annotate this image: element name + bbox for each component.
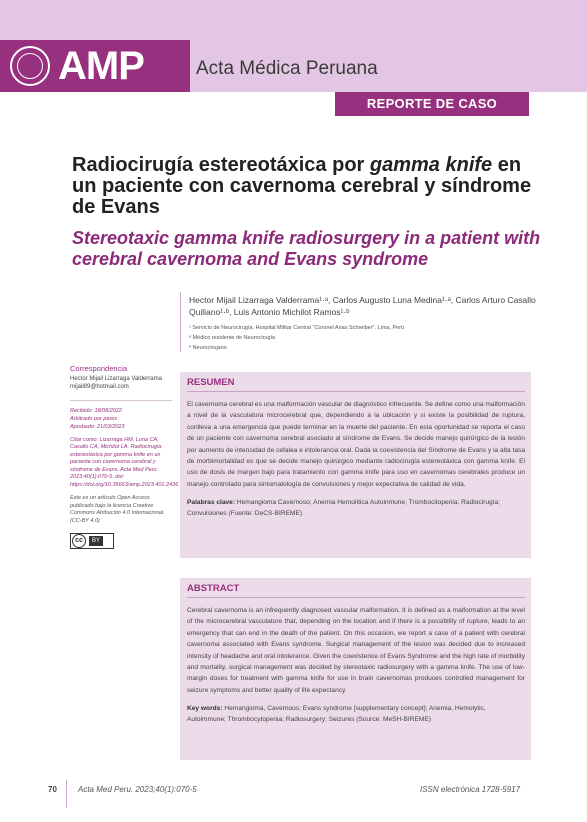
- abstract-divider: [187, 597, 525, 598]
- footer-issn: ISSN electrónica 1728-5917: [420, 785, 521, 794]
- resumen-text: El cavernoma cerebral es una malformación vascular de diagnóstico infrecuente. Se define como una malformación a nivel de la vasculatura microcerebral que, dependiendo a la ubicación y si existe la posibilidad de ruptura, conlleva a una emergencia que puede terminar en la muerte del paciente. En esta oportunidad se reporta el caso de un paciente con cavernoma cerebral asociado al síndrome de Evans. Se decide manejo quirúrgico de la lesión por aumento de intensidad de cefalea e intolerancia oral. Dada la coexistencia del Síndrome de Evans y la alta tasa de morbimortalidad es que se decide manejo quirúrgico mediante radiocirugía estereotáxica con gamma knife. El uso de dosis de margen bajo para tratamiento con gamma knife para uso en cavernomas cerebrales produce un manejo controlado para sintomatología de convulsiones y mejor expectativa de calidad de vida.: [187, 401, 525, 488]
- article-title-en: Stereotaxic gamma knife radiosurgery in a patient with cerebral cavernoma and Evans syndrome: [72, 228, 541, 269]
- peer-review-note: Arbitrado por pares: [70, 415, 118, 422]
- cc-icon: cc: [72, 534, 86, 548]
- correspondence-name: Hector Mijail Lizarraga Valderrama: [70, 375, 162, 382]
- resumen-title: RESUMEN: [187, 377, 235, 388]
- affiliation-a: ᵃ Médico residente de Neurocirugía: [189, 335, 276, 341]
- footer-citation: Acta Med Peru. 2023;40(1):070-5: [78, 785, 197, 794]
- abstract-text: Cerebral cavernoma is an infrequently diagnosed vascular malformation. It is defined as a malformation at the level of the microcerebral vasculature that, depending on the location and if there is a possibility of rupture, leads to an emergency that can end in the death of the patient. On this occasion, we report a case of a patient with cerebral cavernoma associated with Evans syndrome. Surgical management of the lesion was decided due to increased intensity of headache and oral intolerance. Given the coexistence of Evans Syndrome and the high rate of morbidity and mortality, surgical management was decided by stereotaxic radiosurgery with a gamma knife. The use of low-margin doses for treatment with gamma knife for use in brain cavernomas produces controlled management for seizure symptoms and better quality of life expectancy.: [187, 607, 525, 694]
- article-title-es: Radiocirugía estereotáxica por gamma knife en un paciente con cavernoma cerebral y síndrome de Evans: [72, 154, 532, 218]
- by-icon: BY: [89, 536, 103, 546]
- journal-logo: AMP: [58, 44, 144, 88]
- resumen-box: [180, 372, 531, 558]
- journal-name: Acta Médica Peruana: [196, 58, 378, 79]
- sidebar-divider: [70, 400, 172, 401]
- cc-by-license-icon[interactable]: [70, 533, 114, 549]
- author-list: Hector Mijail Lizarraga Valderrama¹·ᵃ, Carlos Augusto Luna Medina¹·ᵃ, Carlos Arturo Casallo Quiliano¹·ᵇ, Luis Antonio Michilot Ramos¹·ᵇ: [189, 295, 536, 317]
- abstract-title: ABSTRACT: [187, 583, 240, 594]
- resumen-keywords: Palabras clave: Hemangioma Cavernoso; Anemia Hemolítica Autoinmune; Trombocitopenia; Radiocirugía; Convulsiones (Fuente: DeCS-BIREME): [187, 499, 501, 518]
- resumen-divider: [187, 391, 525, 392]
- journal-seal-icon: [10, 46, 50, 86]
- citation: Citar como: Lizarraga HM, Luna CA, Casallo CA, Michilot LA. Radiocirugía estereotáxica por gamma knife en un paciente con cavernoma cerebral y síndrome de Evans. Acta Med Peru. 2023;40(1):070-5. doi: https://doi.org/10.35663/amp.2023.401.2436: [70, 436, 179, 488]
- section-badge: REPORTE DE CASO: [335, 92, 529, 116]
- footer-divider: [66, 780, 67, 808]
- affiliation-1: ¹ Servicio de Neurocirugía. Hospital Militar Central "Coronel Arias Schreiber". Lima, Perú: [189, 325, 405, 331]
- page-number: 70: [48, 785, 57, 794]
- affiliation-b: ᵇ Neurocirujano: [189, 345, 227, 351]
- authors-divider: [180, 292, 181, 352]
- date-received: Recibido: 18/08/2022: [70, 407, 122, 414]
- correspondence-email[interactable]: mijail89@hotmail.com: [70, 384, 129, 390]
- date-approved: Aprobado: 21/03/2023: [70, 423, 125, 430]
- affiliations: [189, 323, 539, 353]
- correspondence-label: Correspondencia: [70, 364, 128, 373]
- license-text: Este es un artículo Open Access publicado bajo la licencia Creative Commons Atribución 4.0 Internacional. (CC-BY 4.0): [70, 495, 165, 524]
- abstract-keywords: Key words: Hemangioma, Cavernous; Evans syndrome [supplementary concept]; Anemia, Hemolytic, Autoimmune; Thrombocytopenia; Radiosurgery; Seizures (Source: MeSH-BIREME): [187, 705, 486, 724]
- article-sidebar: [70, 364, 179, 549]
- abstract-box: [180, 578, 531, 760]
